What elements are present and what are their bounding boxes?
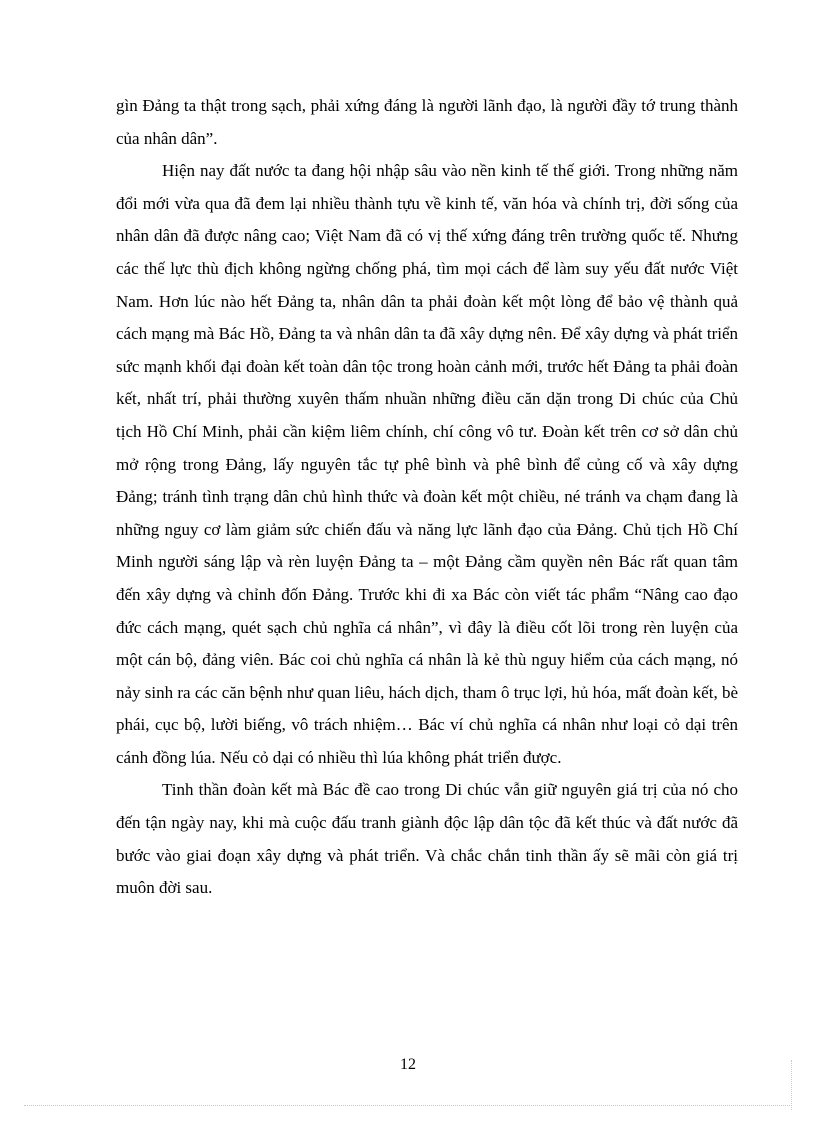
document-body [116, 90, 738, 905]
footer-divider [24, 1105, 792, 1106]
paragraph-solidarity: Tinh thần đoàn kết mà Bác đề cao trong Di chúc vẫn giữ nguyên giá trị của nó cho đến tận ngày nay, khi mà cuộc đấu tranh giành độc lập dân tộc đã kết thúc và đất nước đã bước vào giai đoạn xây dựng và phát triển. Và chắc chắn tinh thần ấy sẽ mãi còn giá trị muôn đời sau. [116, 780, 738, 898]
paragraph-integration: Hiện nay đất nước ta đang hội nhập sâu vào nền kinh tế thế giới. Trong những năm đổi mới vừa qua đã đem lại nhiều thành tựu về kinh tế, văn hóa và chính trị, đời sống của nhân dân đã được nâng cao; Việt Nam đã có vị thế xứng đáng trên trường quốc tế. Nhưng các thế lực thù địch không ngừng chống phá, tìm mọi cách để làm suy yếu đất nước Việt Nam. Hơn lúc nào hết Đảng ta, nhân dân ta phải đoàn kết một lòng để bảo vệ thành quả cách mạng mà Bác Hồ, Đảng ta và nhân dân ta đã xây dựng nên. Để xây dựng và phát triển sức mạnh khối đại đoàn kết toàn dân tộc trong hoàn cảnh mới, trước hết Đảng ta phải đoàn kết, nhất trí, phải thường xuyên thấm nhuần những điều căn dặn trong Di chúc của Chủ tịch Hồ Chí Minh, phải cần kiệm liêm chính, chí công vô tư. Đoàn kết trên cơ sở dân chủ mở rộng trong Đảng, lấy nguyên tắc tự phê bình và phê bình để củng cố và xây dựng Đảng; tránh tình trạng dân chủ hình thức và đoàn kết một chiều, né tránh va chạm đang là những nguy cơ làm giảm sức chiến đấu và năng lực lãnh đạo của Đảng. Chủ tịch Hồ Chí Minh người sáng lập và rèn luyện Đảng ta – một Đảng cầm quyền nên Bác rất quan tâm đến xây dựng và chỉnh đốn Đảng. Trước khi đi xa Bác còn viết tác phẩm “Nâng cao đạo đức cách mạng, quét sạch chủ nghĩa cá nhân”, vì đây là điều cốt lõi trong rèn luyện của một cán bộ, đảng viên. Bác coi chủ nghĩa cá nhân là kẻ thù nguy hiểm của cách mạng, nó nảy sinh ra các căn bệnh như quan liêu, hách dịch, tham ô trục lợi, hủ hóa, mất đoàn kết, bè phái, cục bộ, lười biếng, vô trách nhiệm… Bác ví chủ nghĩa cá nhân như loại cỏ dại trên cánh đồng lúa. Nếu cỏ dại có nhiều thì lúa không phát triển được. [116, 161, 738, 767]
margin-divider [791, 1060, 792, 1110]
paragraph-continued: gìn Đảng ta thật trong sạch, phải xứng đáng là người lãnh đạo, là người đầy tớ trung thành của nhân dân”. [116, 96, 738, 148]
page-number: 12 [400, 1056, 416, 1073]
